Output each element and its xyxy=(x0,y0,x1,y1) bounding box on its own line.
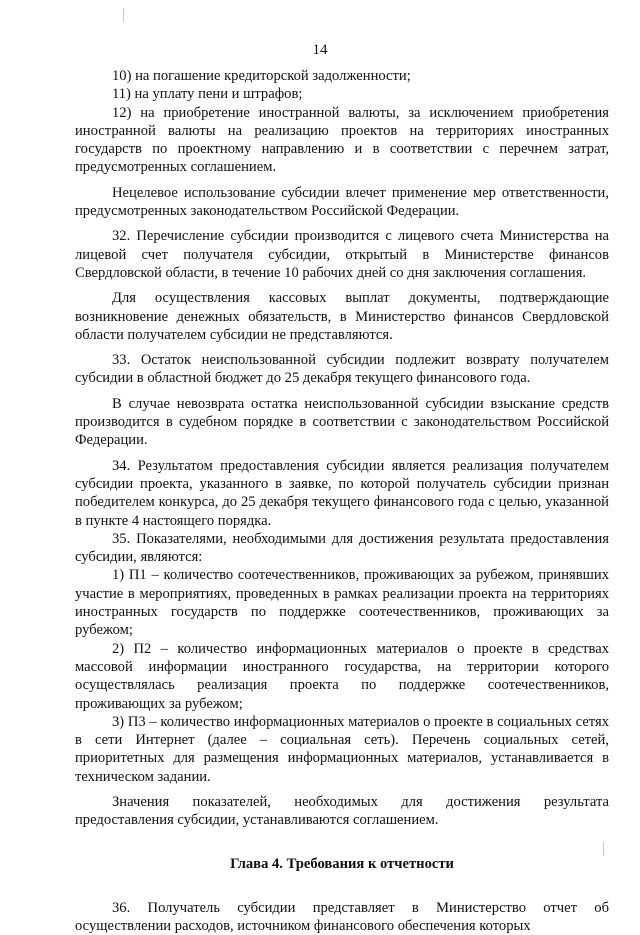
paragraph-item-12: 12) на приобретение иностранной валюты, за исключением приобретения иностранной валюты на реализацию проектов на территориях иностранных государств по проектному направлению и в соответствии с перечнем затрат, предусмотренных соглашением. xyxy=(75,104,609,176)
paragraph-item-10: 10) на погашение кредиторской задолженности; xyxy=(112,68,411,84)
paragraph-indicator-p2: 2) П2 – количество информационных материалов о проекте в средствах массовой информации иностранного государства, на территории которого осуществлялась реализация проекта по поддержке соотечественников, проживающих за рубежом; xyxy=(75,640,609,712)
paragraph-32: 32. Перечисление субсидии производится с лицевого счета Министерства на лицевой счет получателя субсидии, открытый в Министерстве финансов Свердловской области, в течение 10 рабочих дней со дня заключения соглашения. xyxy=(75,228,609,281)
paragraph-36: 36. Получатель субсидии представляет в Министерство отчет об осуществлении расходов, источником финансового обеспечения которых xyxy=(75,899,609,935)
paragraph-34: 34. Результатом предоставления субсидии является реализация получателем субсидии проекта, указанного в заявке, по которой получатель субсидии признан победителем конкурса, до 25 декабря текущего финансового года с целью, указанной в пункте 4 настоящего порядка. xyxy=(75,457,609,529)
paragraph-35: 35. Показателями, необходимыми для достижения результата предоставления субсидии, являются: xyxy=(75,530,609,566)
scan-mark-top xyxy=(123,8,124,22)
paragraph-misuse: Нецелевое использование субсидии влечет применение мер ответственности, предусмотренных законодательством Российской Федерации. xyxy=(75,184,609,220)
paragraph-item-11: 11) на уплату пени и штрафов; xyxy=(112,86,303,103)
paragraph-indicator-p1: 1) П1 – количество соотечественников, проживающих за рубежом, принявших участие в мероприятиях, проведенных в рамках реализации проекта на территориях иностранных государств по поддержке соотечественников, проживающих за рубежом; xyxy=(75,567,609,639)
page-number: 14 xyxy=(312,42,328,58)
paragraph-non-return: В случае невозврата остатка неиспользованной субсидии взыскание средств производится в судебном порядке в соответствии с законодательством Российской Федерации. xyxy=(75,395,609,449)
document-body xyxy=(75,67,609,935)
paragraph-indicator-p3: 3) П3 – количество информационных материалов о проекте в социальных сетях в сети Интернет (далее – социальная сеть). Перечень социальных сетей, приоритетных для размещения информационных материалов, устанавливается в техническом задании. xyxy=(75,713,609,785)
paragraph-cash-payments: Для осуществления кассовых выплат документы, подтверждающие возникновение денежных обязательств, в Министерство финансов Свердловской области получателем субсидии не представляются. xyxy=(75,290,609,343)
paragraph-indicator-values: Значения показателей, необходимых для достижения результата предоставления субсидии, устанавливаются соглашением. xyxy=(75,793,609,829)
chapter-title: Глава 4. Требования к отчетности xyxy=(230,855,454,872)
paragraph-33: 33. Остаток неиспользованной субсидии подлежит возврату получателем субсидии в областной бюджет до 25 декабря текущего финансового года. xyxy=(75,352,609,387)
